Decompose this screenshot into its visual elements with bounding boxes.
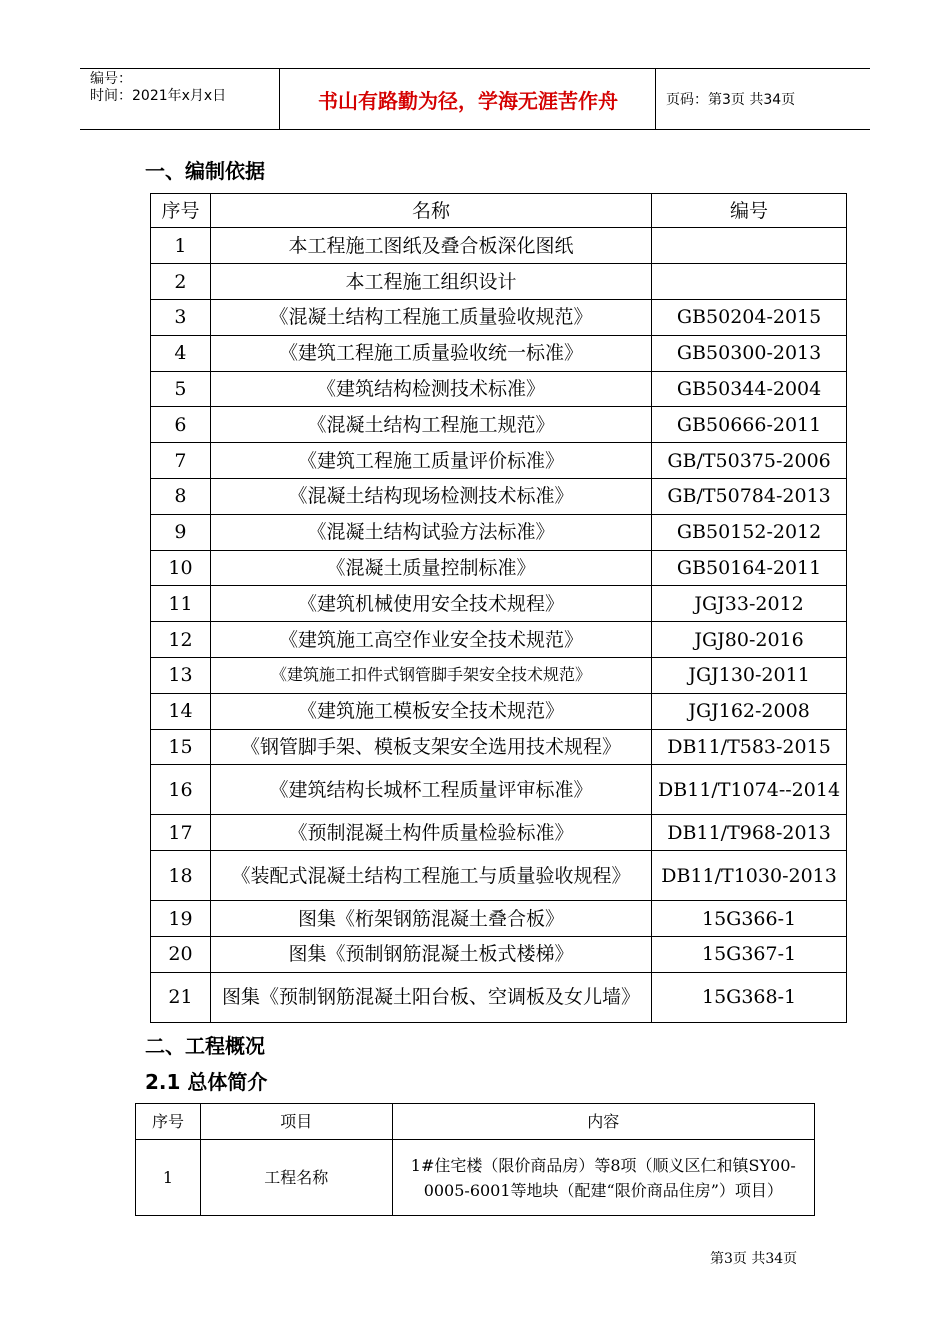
table-row	[136, 1140, 815, 1216]
col-header-code: 编号	[652, 194, 847, 228]
cell-code: JGJ162-2008	[652, 693, 847, 729]
col-header-no: 序号	[151, 194, 211, 228]
cell-no: 1	[151, 228, 211, 264]
table-row	[151, 901, 847, 937]
table-row	[151, 550, 847, 586]
cell-no: 21	[151, 972, 211, 1022]
header-page-label: 页码：第3页 共34页	[666, 92, 796, 108]
cell-no: 13	[151, 657, 211, 693]
cell-name: 《建筑机械使用安全技术规程》	[210, 586, 651, 622]
cell-no: 10	[151, 550, 211, 586]
cell-name: 图集《预制钢筋混凝土阳台板、空调板及女儿墙》	[210, 972, 651, 1022]
table-row	[151, 972, 847, 1022]
table-row	[151, 335, 847, 371]
cell-name: 《钢管脚手架、模板支架安全选用技术规程》	[210, 729, 651, 765]
cell-no: 15	[151, 729, 211, 765]
cell-no: 17	[151, 815, 211, 851]
table-row	[151, 657, 847, 693]
cell-name: 《建筑施工高空作业安全技术规范》	[210, 622, 651, 658]
cell-name: 本工程施工组织设计	[210, 264, 651, 300]
cell-item: 工程名称	[200, 1140, 392, 1216]
cell-code: GB50152-2012	[652, 514, 847, 550]
cell-code: GB50164-2011	[652, 550, 847, 586]
cell-name: 《建筑工程施工质量评价标准》	[210, 443, 651, 479]
table-row	[151, 478, 847, 514]
cell-code: DB11/T583-2015	[652, 729, 847, 765]
time-label: 时间：2021年x月x日	[90, 88, 227, 104]
cell-code: DB11/T968-2013	[652, 815, 847, 851]
cell-no: 3	[151, 300, 211, 336]
table-row	[151, 514, 847, 550]
cell-name: 本工程施工图纸及叠合板深化图纸	[210, 228, 651, 264]
cell-no: 4	[151, 335, 211, 371]
cell-name: 《混凝土质量控制标准》	[210, 550, 651, 586]
cell-code: GB50300-2013	[652, 335, 847, 371]
cell-code: GB50344-2004	[652, 371, 847, 407]
cell-code: DB11/T1030-2013	[652, 851, 847, 901]
cell-name: 《混凝土结构试验方法标准》	[210, 514, 651, 550]
cell-code: GB/T50784-2013	[652, 478, 847, 514]
section2-subtitle: 2.1 总体简介	[145, 1070, 268, 1094]
cell-code: DB11/T1074--2014	[652, 765, 847, 815]
cell-no: 19	[151, 901, 211, 937]
cell-code	[652, 264, 847, 300]
cell-no: 16	[151, 765, 211, 815]
col-header-content: 内容	[392, 1104, 814, 1140]
table-row	[151, 815, 847, 851]
cell-no: 2	[151, 264, 211, 300]
cell-no: 12	[151, 622, 211, 658]
col-header-no: 序号	[136, 1104, 201, 1140]
cell-name: 《混凝土结构工程施工质量验收规范》	[210, 300, 651, 336]
cell-name: 《预制混凝土构件质量检验标准》	[210, 815, 651, 851]
col-header-item: 项目	[200, 1104, 392, 1140]
cell-no: 6	[151, 407, 211, 443]
table-row	[151, 765, 847, 815]
table-row	[151, 729, 847, 765]
cell-code: GB/T50375-2006	[652, 443, 847, 479]
cell-code: 15G366-1	[652, 901, 847, 937]
cell-code: JGJ80-2016	[652, 622, 847, 658]
cell-no: 11	[151, 586, 211, 622]
cell-name: 图集《预制钢筋混凝土板式楼梯》	[210, 936, 651, 972]
cell-name: 《建筑结构检测技术标准》	[210, 371, 651, 407]
table-header-row	[151, 194, 847, 228]
table-row	[151, 371, 847, 407]
page-footer: 第3页 共34页	[710, 1251, 798, 1267]
cell-name: 《建筑施工扣件式钢管脚手架安全技术规范》	[210, 657, 651, 693]
cell-name: 《建筑工程施工质量验收统一标准》	[210, 335, 651, 371]
table-row	[151, 586, 847, 622]
cell-no: 5	[151, 371, 211, 407]
cell-name: 《建筑施工模板安全技术规范》	[210, 693, 651, 729]
cell-no: 1	[136, 1140, 201, 1216]
cell-name: 《混凝土结构现场检测技术标准》	[210, 478, 651, 514]
header-motto: 书山有路勤为径，学海无涯苦作舟	[281, 69, 656, 129]
overview-table	[135, 1103, 815, 1216]
cell-name: 《装配式混凝土结构工程施工与质量验收规程》	[210, 851, 651, 901]
table-row	[151, 622, 847, 658]
cell-code: 15G368-1	[652, 972, 847, 1022]
cell-code: JGJ33-2012	[652, 586, 847, 622]
cell-no: 20	[151, 936, 211, 972]
cell-content: 1#住宅楼（限价商品房）等8项（顺义区仁和镇SY00-0005-6001等地块（配建“限价商品住房”）项目）	[392, 1140, 814, 1216]
table-row	[151, 693, 847, 729]
cell-code: GB50666-2011	[652, 407, 847, 443]
table-row	[151, 936, 847, 972]
code-label: 编号：	[90, 71, 132, 87]
table-row	[151, 264, 847, 300]
cell-code: 15G367-1	[652, 936, 847, 972]
cell-no: 8	[151, 478, 211, 514]
cell-name: 图集《桁架钢筋混凝土叠合板》	[210, 901, 651, 937]
table-row	[151, 407, 847, 443]
basis-table	[150, 193, 847, 1023]
table-row	[151, 851, 847, 901]
cell-code: JGJ130-2011	[652, 657, 847, 693]
cell-name: 《建筑结构长城杯工程质量评审标准》	[210, 765, 651, 815]
table-header-row	[136, 1104, 815, 1140]
section1-title: 一、编制依据	[145, 159, 265, 183]
cell-no: 14	[151, 693, 211, 729]
table-row	[151, 300, 847, 336]
header-meta	[80, 69, 280, 129]
cell-name: 《混凝土结构工程施工规范》	[210, 407, 651, 443]
cell-code	[652, 228, 847, 264]
section2-title: 二、工程概况	[145, 1034, 265, 1058]
page-header	[80, 68, 870, 130]
table-row	[151, 443, 847, 479]
cell-code: GB50204-2015	[652, 300, 847, 336]
cell-no: 7	[151, 443, 211, 479]
col-header-name: 名称	[210, 194, 651, 228]
cell-no: 18	[151, 851, 211, 901]
table-row	[151, 228, 847, 264]
cell-no: 9	[151, 514, 211, 550]
